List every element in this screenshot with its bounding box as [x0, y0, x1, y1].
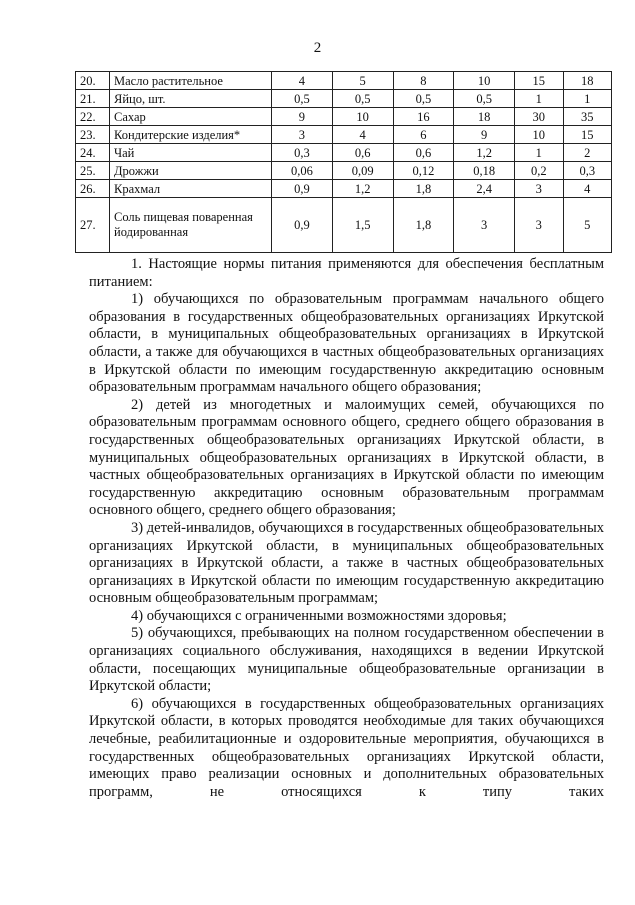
product-name: Кондитерские изделия* — [110, 126, 272, 144]
norm-value: 10 — [454, 72, 515, 90]
row-number: 21. — [76, 90, 110, 108]
norm-value: 0,3 — [563, 162, 611, 180]
norm-value: 1,8 — [393, 180, 454, 198]
norm-value: 1 — [563, 90, 611, 108]
product-name: Масло растительное — [110, 72, 272, 90]
norm-value: 0,5 — [393, 90, 454, 108]
norm-value: 15 — [515, 72, 563, 90]
norm-value: 0,2 — [515, 162, 563, 180]
norm-value: 0,5 — [332, 90, 393, 108]
table-row — [76, 108, 612, 126]
row-number: 20. — [76, 72, 110, 90]
norm-value: 9 — [272, 108, 333, 126]
table-row — [76, 180, 612, 198]
body-text — [89, 256, 604, 801]
row-number: 26. — [76, 180, 110, 198]
norm-value: 2 — [563, 144, 611, 162]
norm-value: 0,9 — [272, 180, 333, 198]
norm-value: 3 — [515, 198, 563, 253]
product-name: Чай — [110, 144, 272, 162]
norm-value: 0,09 — [332, 162, 393, 180]
norm-value: 0,12 — [393, 162, 454, 180]
row-number: 24. — [76, 144, 110, 162]
norm-value: 0,5 — [454, 90, 515, 108]
table-row — [76, 162, 612, 180]
row-number: 27. — [76, 198, 110, 253]
paragraph: 6) обучающихся в государственных общеобразовательных организациях Иркутской области, в которых проводятся необходимые для таких обучающихся лечебные, реабилитационные и оздоровительные мероприятия, обучающихся в государственных общеобразовательных организациях Иркутской области, имеющих право реализации основных и дополнительных образовательных программ, не относящихся к типу таких — [89, 695, 604, 800]
table-row — [76, 198, 612, 253]
norm-value: 18 — [563, 72, 611, 90]
norm-value: 5 — [563, 198, 611, 253]
paragraph: 1. Настоящие нормы питания применяются для обеспечения бесплатным питанием: — [89, 256, 604, 290]
norm-value: 18 — [454, 108, 515, 126]
norm-value: 6 — [393, 126, 454, 144]
norm-value: 2,4 — [454, 180, 515, 198]
norms-table — [75, 71, 612, 253]
norm-value: 1,2 — [332, 180, 393, 198]
product-name: Дрожжи — [110, 162, 272, 180]
product-name: Яйцо, шт. — [110, 90, 272, 108]
paragraph: 5) обучающихся, пребывающих на полном государственном обеспечении в организациях социального обслуживания, находящихся в ведении Иркутской области, посещающих муниципальные общеобразовательные организации в Иркутской области; — [89, 625, 604, 695]
norm-value: 0,6 — [393, 144, 454, 162]
product-name: Крахмал — [110, 180, 272, 198]
norm-value: 15 — [563, 126, 611, 144]
norm-value: 1 — [515, 144, 563, 162]
paragraph: 2) детей из многодетных и малоимущих семей, обучающихся по образовательным программам основного общего, среднего общего образования в государственных общеобразовательных организациях Иркутской области, в муниципальных общеобразовательных организациях в Иркутской области, в частных общеобразовательных организациях в Иркутской области по имеющим государственную аккредитацию основным образовательным программам основного общего, среднего общего образования; — [89, 396, 604, 519]
norm-value: 4 — [272, 72, 333, 90]
row-number: 22. — [76, 108, 110, 126]
norm-value: 0,06 — [272, 162, 333, 180]
norm-value: 1,5 — [332, 198, 393, 253]
norm-value: 9 — [454, 126, 515, 144]
norm-value: 0,18 — [454, 162, 515, 180]
norm-value: 0,9 — [272, 198, 333, 253]
paragraph: 4) обучающихся с ограниченными возможностями здоровья; — [131, 607, 507, 624]
table-row — [76, 126, 612, 144]
norm-value: 4 — [563, 180, 611, 198]
row-number: 25. — [76, 162, 110, 180]
norm-value: 16 — [393, 108, 454, 126]
paragraph: 1) обучающихся по образовательным программам начального общего образования в государственных общеобразовательных организациях Иркутской области, в муниципальных общеобразовательных организациях в Иркутской области, а также для обучающихся в частных общеобразовательных организациях в Иркутской области по имеющим государственную аккредитацию основным образовательным программам начального общего образования; — [89, 291, 604, 396]
norm-value: 0,5 — [272, 90, 333, 108]
norm-value: 5 — [332, 72, 393, 90]
norm-value: 3 — [272, 126, 333, 144]
norm-value: 0,3 — [272, 144, 333, 162]
norm-value: 3 — [454, 198, 515, 253]
norm-value: 1,8 — [393, 198, 454, 253]
product-name: Соль пищевая поваренная йодированная — [110, 198, 272, 253]
product-name: Сахар — [110, 108, 272, 126]
norm-value: 4 — [332, 126, 393, 144]
norm-value: 10 — [332, 108, 393, 126]
paragraph: 3) детей-инвалидов, обучающихся в государственных общеобразовательных организациях Иркутской области, в муниципальных общеобразовательных организациях в Иркутской области, а также в частных общеобразовательных организациях в Иркутской области по имеющим государственную аккредитацию основным общеобразовательным программам; — [89, 519, 604, 607]
norm-value: 1 — [515, 90, 563, 108]
page-number: 2 — [313, 40, 322, 56]
norm-value: 1,2 — [454, 144, 515, 162]
norm-value: 8 — [393, 72, 454, 90]
table-row — [76, 144, 612, 162]
norm-value: 3 — [515, 180, 563, 198]
norm-value: 30 — [515, 108, 563, 126]
table-row — [76, 72, 612, 90]
norm-value: 0,6 — [332, 144, 393, 162]
table-row — [76, 90, 612, 108]
norm-value: 35 — [563, 108, 611, 126]
row-number: 23. — [76, 126, 110, 144]
norm-value: 10 — [515, 126, 563, 144]
